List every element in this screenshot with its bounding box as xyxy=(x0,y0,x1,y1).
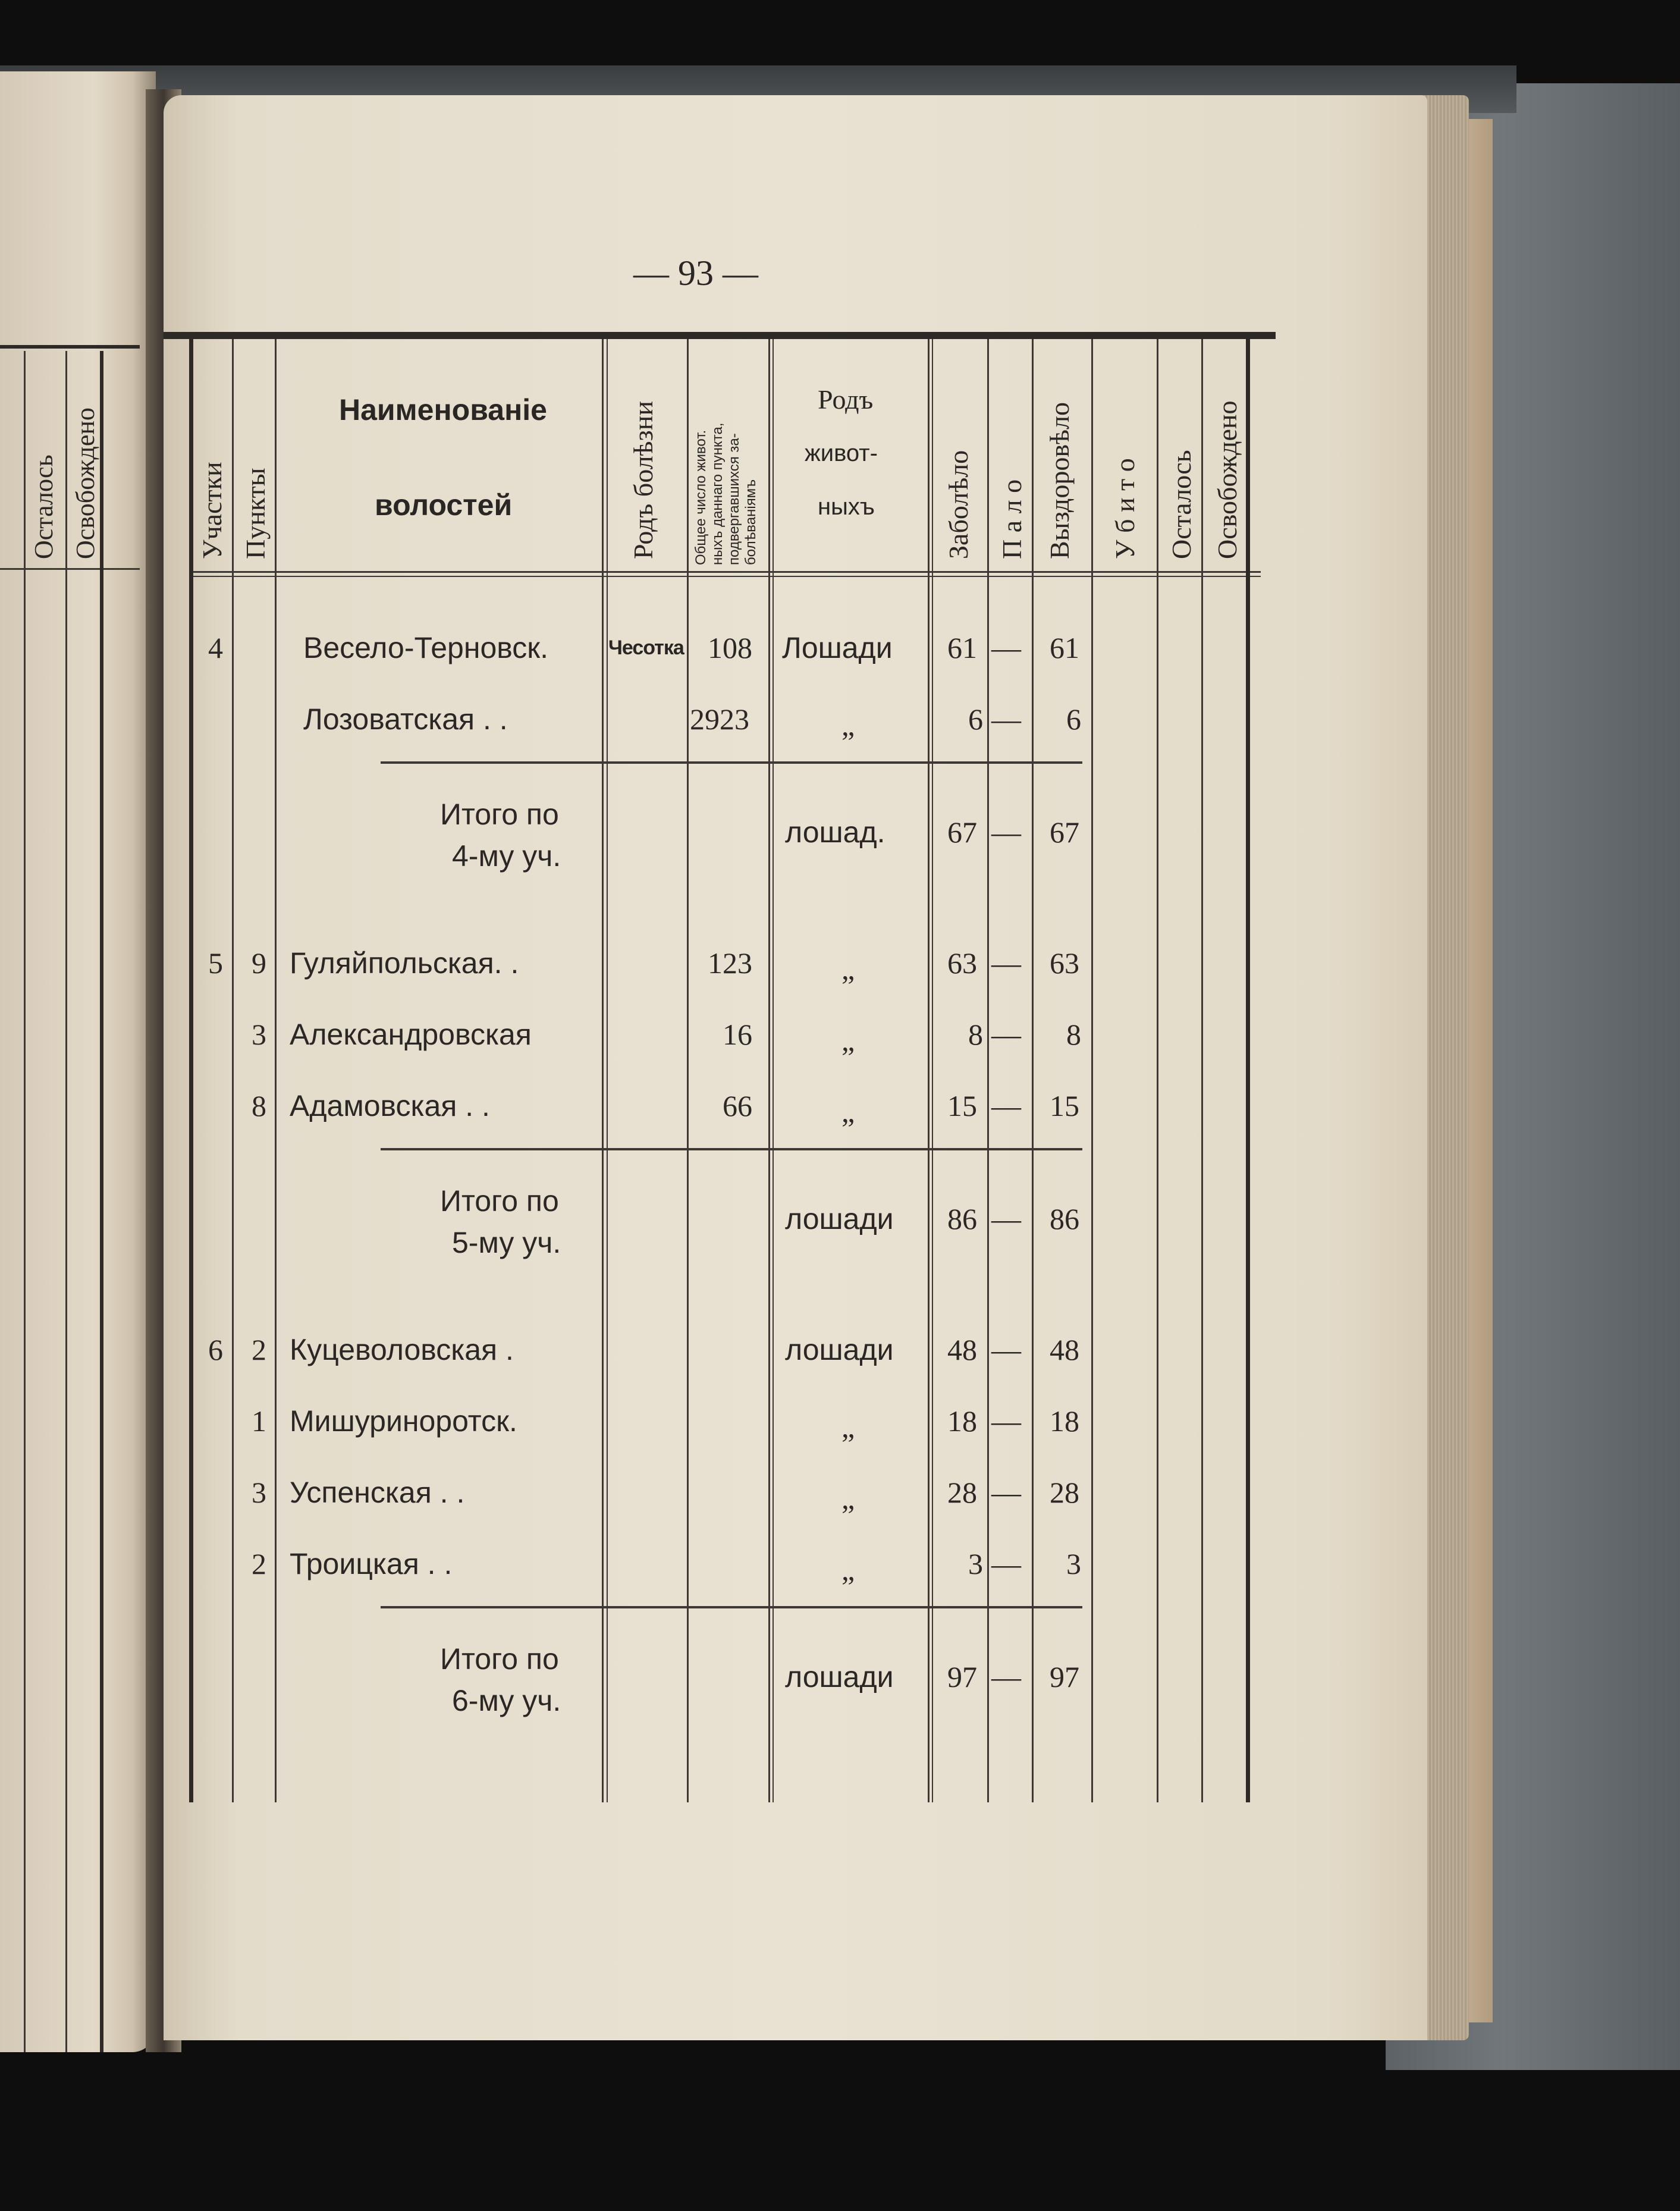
cell-name: Гуляйпольская. . xyxy=(290,946,519,980)
cell-recovered: 3 xyxy=(1066,1547,1081,1580)
cell-fell: — xyxy=(991,1018,1021,1051)
header-osvobozhdeno: Освобождено xyxy=(1212,400,1242,559)
cell-total: 123 xyxy=(708,946,752,980)
subtotal-rule xyxy=(381,1606,1082,1608)
col-line xyxy=(232,339,234,1802)
col-line xyxy=(1091,339,1093,1802)
cell-animal: „ xyxy=(841,1553,855,1586)
col-line xyxy=(602,339,604,1802)
cell-name: Лозоватская . . xyxy=(303,702,508,736)
cell-animal: лошади xyxy=(785,1333,894,1366)
cell-animal: лошад. xyxy=(785,816,885,849)
page-number: — 93 — xyxy=(633,253,758,293)
cell-total: 16 xyxy=(723,1018,752,1051)
cell-fell: — xyxy=(991,1404,1021,1438)
cell-recovered: 48 xyxy=(1050,1333,1079,1366)
cell-punkt: 1 xyxy=(252,1404,266,1438)
header-ubito: У б и т о xyxy=(1110,458,1140,559)
cell-sick: 15 xyxy=(947,1089,977,1122)
cell-fell: — xyxy=(991,1089,1021,1122)
left-col-line-bold xyxy=(100,351,103,2052)
cell-fell: — xyxy=(991,946,1021,980)
cell-fell: — xyxy=(991,1333,1021,1366)
col-line xyxy=(928,339,930,1802)
cell-fell: — xyxy=(991,702,1021,736)
cell-punkt: 8 xyxy=(252,1089,266,1122)
cell-recovered: 18 xyxy=(1050,1404,1079,1438)
cell-animal: „ xyxy=(841,952,855,986)
cell-fell: — xyxy=(991,1660,1021,1693)
cell-animal: „ xyxy=(841,1095,855,1128)
cell-sick: 8 xyxy=(968,1018,983,1051)
header-rod-bolezni: Родъ болѣзни xyxy=(628,401,658,559)
cell-name: Адамовская . . xyxy=(290,1089,490,1122)
header-rod-zhivotnykh-2: живот- xyxy=(805,440,878,466)
cell-total: 66 xyxy=(723,1089,752,1122)
cell-recovered: 28 xyxy=(1050,1476,1079,1509)
cell-sick: 28 xyxy=(947,1476,977,1509)
cell-punkt: 3 xyxy=(252,1018,266,1051)
cell-animal: лошади xyxy=(785,1202,894,1235)
cell-fell: — xyxy=(991,816,1021,849)
cell-fell: — xyxy=(991,1476,1021,1509)
col-line xyxy=(1032,339,1034,1802)
left-col-line xyxy=(24,351,26,2052)
cell-total: 2923 xyxy=(690,702,749,736)
cell-animal: Лошади xyxy=(782,631,893,664)
cell-sick: 61 xyxy=(947,631,977,664)
header-palo: П а л о xyxy=(997,479,1027,559)
col-line xyxy=(1157,339,1158,1802)
col-line xyxy=(932,339,933,1802)
cell-name: Куцеволовская . xyxy=(290,1333,514,1366)
col-line xyxy=(687,339,689,1802)
header-rod-zhivotnykh-1: Родъ xyxy=(818,384,874,415)
cell-animal: „ xyxy=(841,1024,855,1057)
cell-punkt: 3 xyxy=(252,1476,266,1509)
cell-fell: — xyxy=(991,1547,1021,1580)
col-line xyxy=(607,339,608,1802)
header-uchastki: Участки xyxy=(197,462,227,559)
right-page xyxy=(164,95,1427,2040)
header-rule-2 xyxy=(190,576,1261,577)
cell-name: Александровская xyxy=(290,1018,532,1051)
header-obshchee-chislo xyxy=(693,423,759,565)
header-obshchee-line-4: болѣваніямъ xyxy=(743,479,759,565)
subtotal-rule xyxy=(381,1148,1082,1150)
cell-recovered: 63 xyxy=(1050,946,1079,980)
cell-sick: 18 xyxy=(947,1404,977,1438)
cell-recovered: 97 xyxy=(1050,1660,1079,1693)
header-rod-zhivotnykh-3: ныхъ xyxy=(818,494,875,520)
cell-total: 108 xyxy=(708,631,752,664)
cell-disease: Чесотка xyxy=(608,636,684,659)
cell-name: Успенская . . xyxy=(290,1476,465,1509)
cell-total-label-2: 6-му уч. xyxy=(452,1684,561,1717)
col-line-left-bold xyxy=(189,339,193,1802)
cell-uch: 4 xyxy=(208,631,223,664)
cell-recovered: 86 xyxy=(1050,1202,1079,1235)
header-obshchee-line-3: подвергавшихся за- xyxy=(726,433,742,565)
cell-sick: 67 xyxy=(947,816,977,849)
cell-sick: 6 xyxy=(968,702,983,736)
header-obshchee-line-2: ныхъ даннаго пункта, xyxy=(709,422,726,565)
cell-animal: „ xyxy=(841,1482,855,1515)
cell-recovered: 6 xyxy=(1066,702,1081,736)
cell-total-label-1: Итого по xyxy=(440,1184,559,1218)
left-page xyxy=(0,71,156,2052)
cell-animal: лошади xyxy=(785,1660,894,1693)
cell-total-label-2: 5-му уч. xyxy=(452,1226,561,1259)
cell-name: Мишуриноротск. xyxy=(290,1404,517,1438)
left-header-ostalos: Осталось xyxy=(29,454,58,559)
cell-animal: „ xyxy=(841,708,855,742)
cell-total-label-1: Итого по xyxy=(440,798,559,831)
cell-sick: 97 xyxy=(947,1660,977,1693)
top-rule xyxy=(164,332,1276,339)
cell-total-label-2: 4-му уч. xyxy=(452,839,561,873)
col-line xyxy=(987,339,989,1802)
col-line-right-bold xyxy=(1246,339,1250,1802)
cell-recovered: 67 xyxy=(1050,816,1079,849)
cell-recovered: 61 xyxy=(1050,631,1079,664)
cell-sick: 48 xyxy=(947,1333,977,1366)
header-naimenovanie: Наименованіе xyxy=(339,393,547,426)
cell-sick: 63 xyxy=(947,946,977,980)
subtotal-rule xyxy=(381,761,1082,764)
cell-punkt: 2 xyxy=(252,1547,266,1580)
left-header-rule xyxy=(0,568,140,570)
cell-uch: 5 xyxy=(208,946,223,980)
header-rule xyxy=(190,571,1261,573)
cell-name: Весело-Терновск. xyxy=(303,631,549,664)
header-zabolelo: Заболѣло xyxy=(943,450,974,559)
cell-punkt: 9 xyxy=(252,946,266,980)
header-volostey: волостей xyxy=(375,488,513,522)
col-line xyxy=(1201,339,1203,1802)
cell-punkt: 2 xyxy=(252,1333,266,1366)
cell-sick: 3 xyxy=(968,1547,983,1580)
cell-name: Троицкая . . xyxy=(290,1547,453,1580)
cell-sick: 86 xyxy=(947,1202,977,1235)
left-header-osvobozhdeno: Освобождено xyxy=(71,407,100,559)
col-line xyxy=(768,339,770,1802)
cell-animal: „ xyxy=(841,1410,855,1444)
header-ostalos: Осталось xyxy=(1166,450,1197,559)
left-top-rule xyxy=(0,345,140,349)
cell-uch: 6 xyxy=(208,1333,223,1366)
header-vyzdorovelo: Выздоровѣло xyxy=(1044,402,1075,559)
col-line xyxy=(773,339,774,1802)
cell-fell: — xyxy=(991,1202,1021,1235)
col-line xyxy=(275,339,277,1802)
header-obshchee-line-1: Общее число живот. xyxy=(693,429,709,565)
header-punkty: Пункты xyxy=(240,468,271,559)
cell-recovered: 8 xyxy=(1066,1018,1081,1051)
left-col-line xyxy=(65,351,67,2052)
cell-total-label-1: Итого по xyxy=(440,1642,559,1676)
cell-fell: — xyxy=(991,631,1021,664)
cell-recovered: 15 xyxy=(1050,1089,1079,1122)
